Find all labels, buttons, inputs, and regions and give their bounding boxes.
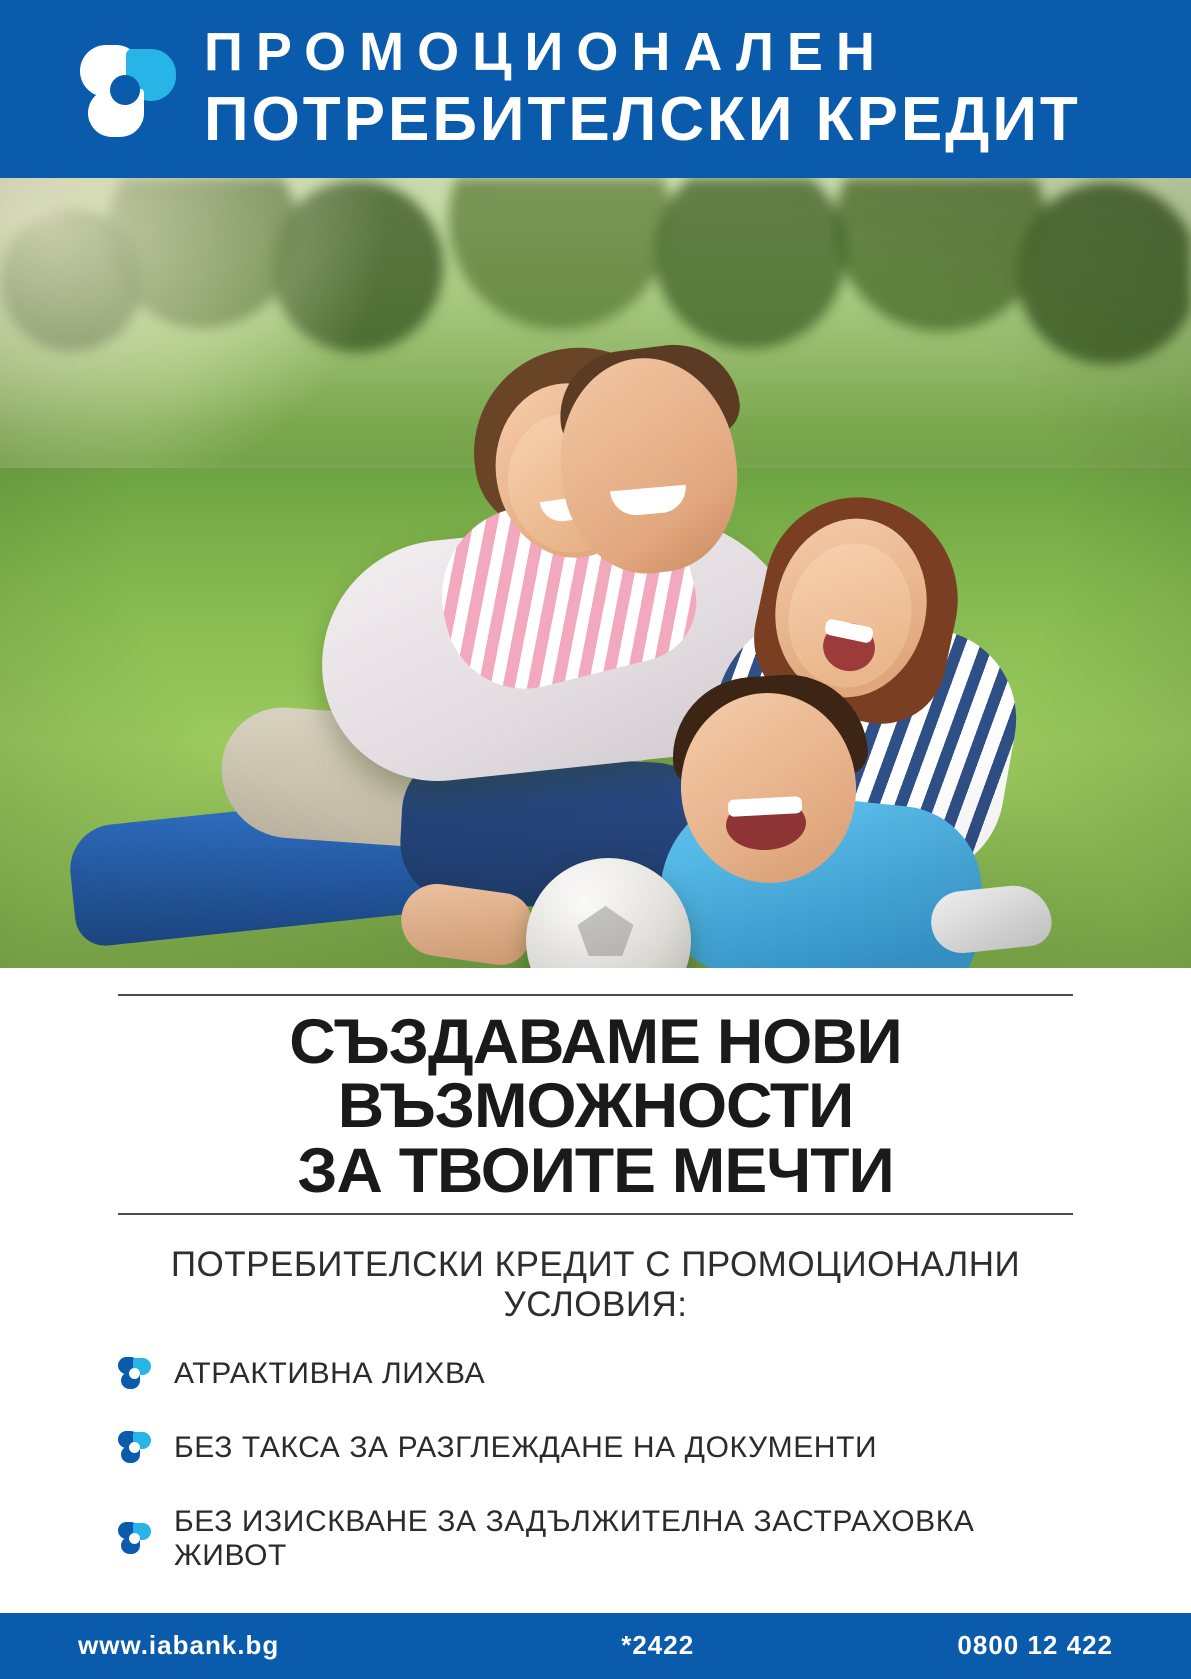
headline [108,996,1082,1213]
iabank-logo-icon [80,45,176,137]
list-item [118,1431,1073,1465]
footer-short-number[interactable]: *2422 [621,1630,695,1661]
header-title-line1: ПРОМОЦИОНАЛЕН [204,22,888,83]
header-title-group [204,22,1081,155]
iabank-logo-icon [118,1357,152,1391]
benefit-label: БЕЗ ТАКСА ЗА РАЗГЛЕЖДАНЕ НА ДОКУМЕНТИ [174,1430,878,1464]
headline-line2: ЗА ТВОИТЕ МЕЧТИ [297,1135,894,1206]
header-title-line2: ПОТРЕБИТЕЛСКИ КРЕДИТ [204,85,1081,155]
footer-website[interactable]: www.iabank.bg [78,1630,280,1661]
footer-phone[interactable]: 0800 12 422 [957,1630,1113,1661]
benefit-label: БЕЗ ИЗИСКВАНЕ ЗА ЗАДЪЛЖИТЕЛНА ЗАСТРАХОВКА ЖИВОТ [174,1504,975,1572]
iabank-logo-icon [118,1431,152,1465]
headline-line1: СЪЗДАВАМЕ НОВИ ВЪЗМОЖНОСТИ [289,1007,902,1142]
poster-footer [0,1613,1191,1679]
iabank-logo-icon [118,1522,152,1556]
hero-family-group [71,198,1121,958]
poster-header [0,0,1191,178]
benefits-list [118,1357,1073,1573]
list-item [118,1357,1073,1391]
poster-content [0,968,1191,1613]
benefit-label: АТРАКТИВНА ЛИХВА [174,1356,486,1390]
list-item [118,1505,1073,1573]
hero-photo [0,178,1191,968]
subheadline: ПОТРЕБИТЕЛСКИ КРЕДИТ С ПРОМОЦИОНАЛНИ УСЛОВИЯ: [170,1244,1021,1324]
